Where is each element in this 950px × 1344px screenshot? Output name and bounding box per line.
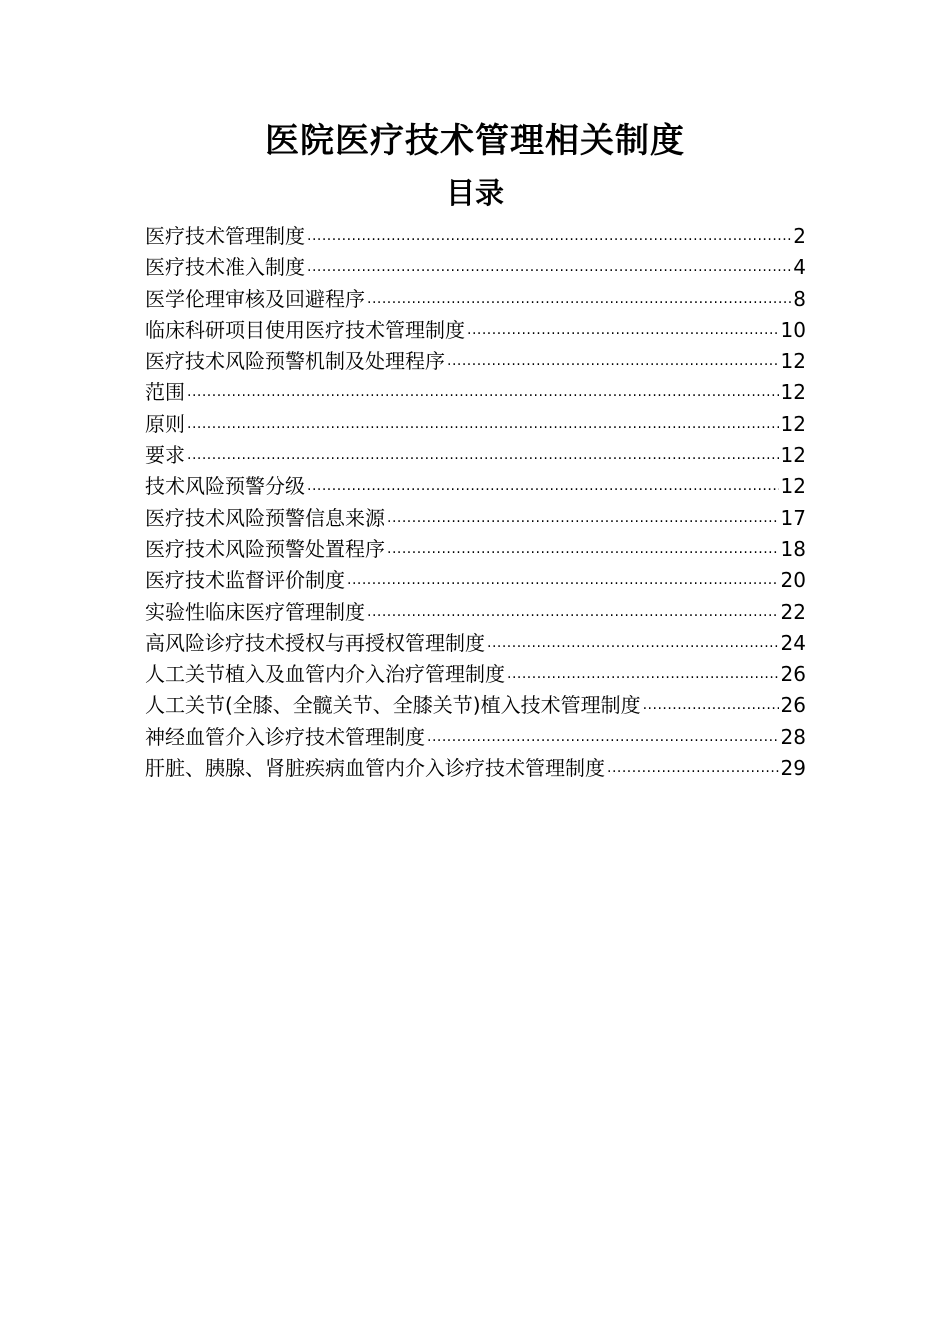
toc-page-number: 20 [780,568,806,593]
toc-entry[interactable] [145,722,806,753]
toc-entry-label: 原则 [145,411,185,436]
toc-entry[interactable] [145,503,806,534]
toc-entry[interactable] [145,315,806,346]
toc-dot-leader [347,567,779,587]
toc-dot-leader [447,348,779,368]
toc-dot-leader [187,379,779,399]
toc-page-number: 29 [780,756,806,781]
toc-dot-leader [307,254,791,274]
toc-entry-label: 临床科研项目使用医疗技术管理制度 [145,317,465,342]
toc-dot-leader [307,223,791,243]
toc-entry-label: 技术风险预警分级 [145,474,305,499]
toc-page-number: 12 [780,349,806,374]
toc-entry[interactable] [145,221,806,252]
toc-page-number: 12 [780,474,806,499]
toc-entry[interactable] [145,409,806,440]
toc-page-number: 12 [780,443,806,468]
toc-page-number: 10 [780,317,806,342]
toc-dot-leader [387,536,779,556]
toc-page-number: 22 [780,599,806,624]
toc-entry-label: 高风险诊疗技术授权与再授权管理制度 [145,630,485,655]
toc-entry[interactable] [145,597,806,628]
toc-entry-label: 实验性临床医疗管理制度 [145,599,365,624]
toc-page-number: 26 [780,662,806,687]
toc-entry-label: 医疗技术风险预警机制及处理程序 [145,349,445,374]
toc-dot-leader [427,724,779,744]
toc-entry-label: 医疗技术风险预警信息来源 [145,505,385,530]
toc-entry-label: 医学伦理审核及回避程序 [145,286,365,311]
toc-entry[interactable] [145,690,806,721]
toc-entry[interactable] [145,471,806,502]
toc-entry-label: 医疗技术准入制度 [145,255,305,280]
toc-entry[interactable] [145,753,806,784]
toc-page-number: 12 [780,380,806,405]
toc-entry-label: 医疗技术监督评价制度 [145,568,345,593]
toc-entry-label: 人工关节植入及血管内介入治疗管理制度 [145,662,505,687]
toc-entry[interactable] [145,377,806,408]
toc-entry[interactable] [145,284,806,315]
toc-entry[interactable] [145,346,806,377]
toc-entry[interactable] [145,534,806,565]
toc-page-number: 24 [780,630,806,655]
toc-page-number: 17 [780,505,806,530]
toc-dot-leader [507,661,779,681]
toc-entry[interactable] [145,252,806,283]
toc-entry[interactable] [145,628,806,659]
toc-entry-label: 范围 [145,380,185,405]
toc-page-number: 4 [793,255,806,280]
toc-entry[interactable] [145,440,806,471]
toc-page-number: 18 [780,536,806,561]
toc-heading: 目录 [445,176,504,210]
toc-entry-label: 人工关节(全膝、全髋关节、全膝关节)植入技术管理制度 [145,693,641,718]
toc-page-number: 28 [780,724,806,749]
toc-dot-leader [367,599,779,619]
table-of-contents [145,221,806,784]
toc-dot-leader [387,505,779,525]
toc-dot-leader [307,473,779,493]
toc-entry[interactable] [145,659,806,690]
toc-dot-leader [643,692,779,712]
document-title: 医院医疗技术管理相关制度 [265,121,685,161]
toc-entry[interactable] [145,565,806,596]
toc-page-number: 26 [780,693,806,718]
toc-dot-leader [487,630,779,650]
toc-entry-label: 神经血管介入诊疗技术管理制度 [145,724,425,749]
toc-page-number: 12 [780,411,806,436]
toc-entry-label: 医疗技术管理制度 [145,224,305,248]
toc-page-number: 8 [793,286,806,311]
toc-dot-leader [467,317,779,337]
toc-dot-leader [607,755,779,775]
toc-dot-leader [187,411,779,431]
toc-page-number: 2 [793,224,806,248]
toc-dot-leader [367,286,791,306]
toc-entry-label: 要求 [145,443,185,468]
toc-entry-label: 肝脏、胰腺、肾脏疾病血管内介入诊疗技术管理制度 [145,756,605,781]
toc-entry-label: 医疗技术风险预警处置程序 [145,536,385,561]
toc-dot-leader [187,442,779,462]
